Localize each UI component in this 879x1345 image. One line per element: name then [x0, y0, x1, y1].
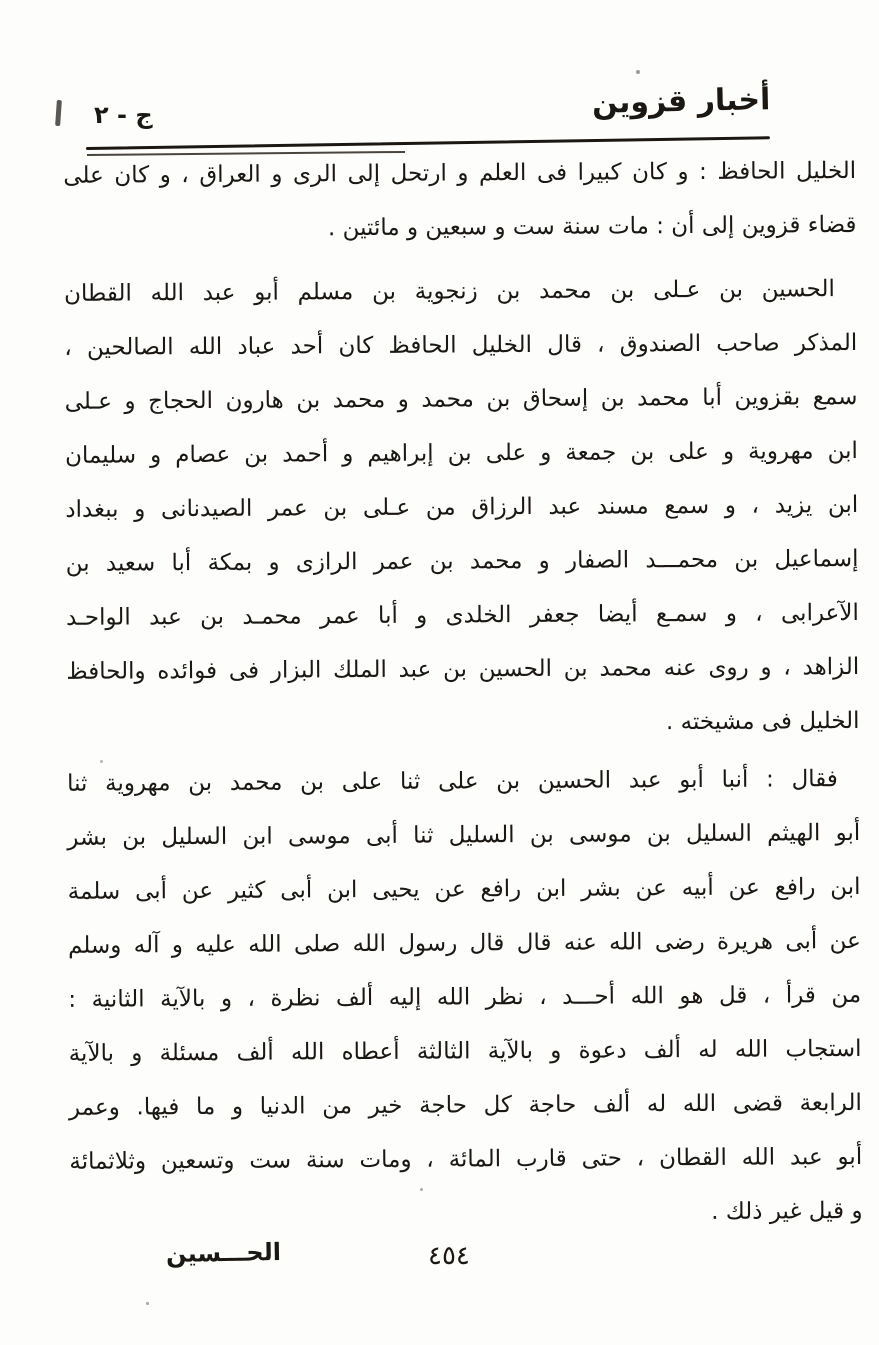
text-line: [67, 752, 860, 811]
text-line: [67, 806, 860, 865]
text-line: [66, 640, 859, 699]
text-line-content: فقال : أنبا أبو عبد الحسين بن على ثنا على بن محمد بن مهروية ثنا: [66, 766, 838, 797]
text-line-content: المذكر صاحب الصندوق ، قال الخليل الحافظ كان أحد عباد الله الصالحين ،: [64, 329, 858, 361]
text-line: [68, 914, 861, 973]
scan-speck: [100, 760, 103, 763]
running-head-title: أخبار قزوين: [591, 82, 771, 121]
text-line-content: سمع بقزوين أبا محمد بن إسحاق بن محمد و محمد بن هارون الحجاج و عـلى: [64, 383, 858, 415]
text-line-content: أبو عبد الله القطان ، حتى قارب المائة ، ومات سنة ست وتسعين وثلاثمائة: [69, 1143, 863, 1175]
text-line: [65, 532, 858, 591]
scan-speck: [55, 100, 62, 126]
text-line-content: ابن رافع عن أبيه عن بشر ابن رافع عن يحيى ابن أبى كثير عن أبى سلمة: [67, 873, 861, 905]
text-line-content: من قرأ ، قل هو الله أحـــد ، نظر الله إليه ألف نظرة ، و بالآية الثانية :: [68, 981, 862, 1013]
text-line: [67, 860, 860, 919]
scan-speck: [420, 1188, 423, 1191]
text-line: [68, 1022, 861, 1081]
text-line-content: ابن مهروية و على بن جمعة و على بن إبراهيم و أحمد بن عصام و سليمان: [64, 437, 858, 469]
text-line: [68, 968, 861, 1027]
paragraph: [64, 262, 860, 753]
text-line-content: عن أبى هريرة رضى الله عنه قال قال رسول الله صلى الله عليه و آله وسلم: [67, 927, 861, 959]
text-line: [63, 198, 856, 257]
text-line-content: الحسين بن عـلى بن محمد بن زنجوية بن مسلم أبو عبد الله القطان: [63, 276, 835, 307]
scan-speck: [636, 70, 640, 74]
text-line-content: و قيل غير ذلك .: [711, 1197, 863, 1225]
text-line: [64, 316, 857, 375]
volume-label: ج - ٢: [94, 101, 153, 129]
scan-speck: [146, 1302, 149, 1305]
text-line: [65, 478, 858, 537]
text-line: [69, 1184, 862, 1243]
text-line: [64, 262, 857, 321]
text-line-content: أبو الهيثم السليل بن موسى بن السليل ثنا أبى موسى ابن السليل بن بشر: [67, 819, 861, 851]
catchword: الحـــسين: [165, 1237, 282, 1269]
paragraph: [67, 752, 863, 1243]
text-line-content: ابن يزيد ، و سمع مسند عبد الرزاق من عـلى بن عمر الصيدنانى و ببغداد: [65, 491, 859, 523]
text-line: [69, 1130, 862, 1189]
text-line-content: إسماعيل بن محمـــد الصفار و محمد بن عمر الرازى و بمكة أبا سعيد بن: [65, 545, 859, 577]
paragraph: [63, 144, 857, 257]
text-line: [66, 694, 859, 753]
text-line-content: الخليل فى مشيخته .: [665, 707, 860, 736]
text-line-content: الزاهد ، و روى عنه محمد بن الحسين بن عبد الملك البزار فى فوائده والحافظ: [66, 653, 860, 685]
text-line-content: استجاب الله له ألف دعوة و بالآية الثالثة أعطاه الله ألف مسئلة و بالآية: [68, 1035, 862, 1067]
body-text: [63, 144, 863, 1243]
text-line-content: الرابعة قضى الله له ألف حاجة كل حاجة خير من الدنيا و ما فيها. وعمر: [68, 1089, 862, 1121]
text-line-content: الخليل الحافظ : و كان كبيرا فى العلم و ارتحل إلى الرى و العراق ، و كان على: [63, 157, 857, 189]
text-line-content: قضاء قزوين إلى أن : مات سنة ست و سبعين و مائتين .: [327, 211, 857, 242]
text-line: [64, 370, 857, 429]
text-line: [63, 144, 856, 203]
text-line: [65, 424, 858, 483]
text-line-content: الآعرابى ، و سمـع أيضا جعفر الخلدى و أبا عمر محمـد بن عبد الواحـد: [65, 599, 859, 631]
page-number: ٤٥٤: [428, 1241, 470, 1271]
text-line: [69, 1076, 862, 1135]
text-line: [66, 586, 859, 645]
